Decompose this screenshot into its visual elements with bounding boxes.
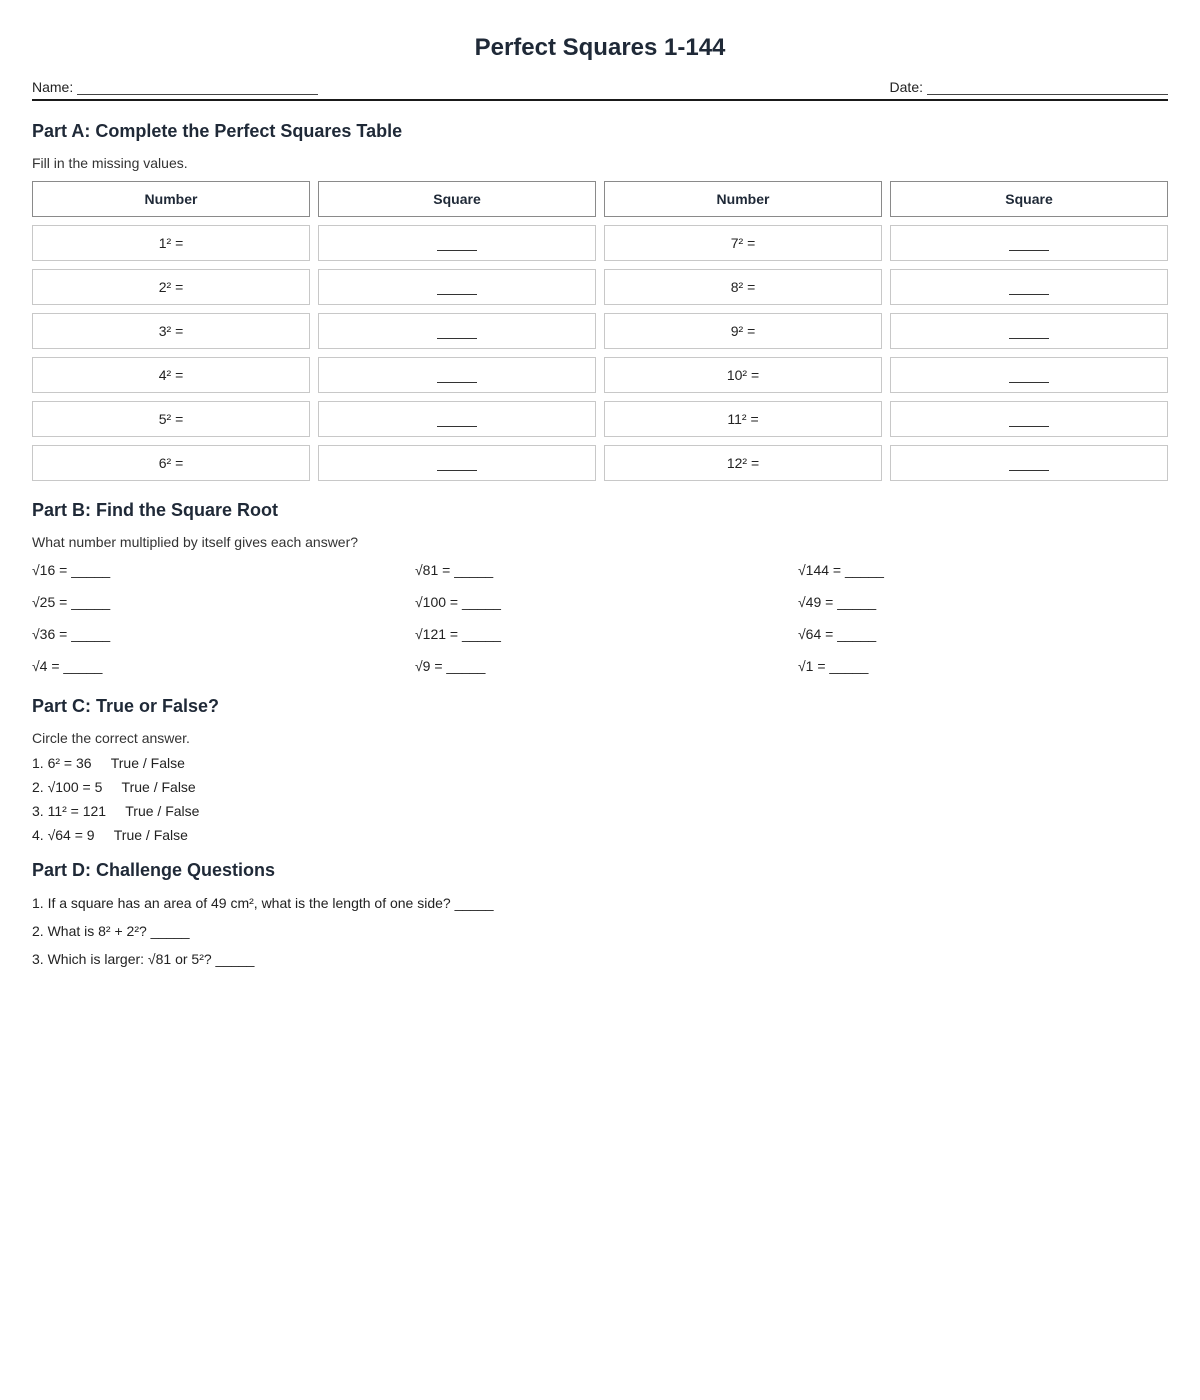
challenge-question[interactable]: 3. Which is larger: √81 or 5²? _____ (32, 951, 255, 967)
date-label: Date: (889, 79, 923, 95)
square-root-item[interactable]: √81 = _____ (415, 562, 494, 578)
number-cell: 12² = (604, 445, 882, 481)
name-label: Name: (32, 79, 74, 95)
square-answer-cell[interactable] (890, 357, 1168, 393)
number-cell: 6² = (32, 445, 310, 481)
square-root-item[interactable]: √121 = _____ (415, 626, 501, 642)
answer-blank (1009, 426, 1049, 427)
answer-blank (437, 338, 477, 339)
square-root-item[interactable]: √49 = _____ (798, 594, 877, 610)
page-title: Perfect Squares 1-144 (474, 34, 726, 61)
true-false-item[interactable]: 2. √100 = 5 True / False (32, 779, 196, 795)
date-field[interactable] (927, 78, 1168, 95)
square-root-item[interactable]: √9 = _____ (415, 658, 486, 674)
square-root-item[interactable]: √4 = _____ (32, 658, 103, 674)
answer-blank (1009, 382, 1049, 383)
part-b-heading: Part B: Find the Square Root (32, 500, 279, 520)
answer-blank (437, 470, 477, 471)
number-cell: 1² = (32, 225, 310, 261)
square-root-item[interactable]: √16 = _____ (32, 562, 111, 578)
number-cell: 5² = (32, 401, 310, 437)
answer-blank (1009, 250, 1049, 251)
square-answer-cell[interactable] (318, 269, 596, 305)
square-answer-cell[interactable] (318, 357, 596, 393)
column-header: Number (604, 181, 882, 217)
square-answer-cell[interactable] (318, 445, 596, 481)
part-a-heading: Part A: Complete the Perfect Squares Table (32, 121, 403, 141)
challenge-question[interactable]: 1. If a square has an area of 49 cm², what is the length of one side? _____ (32, 895, 494, 911)
square-root-item[interactable]: √25 = _____ (32, 594, 111, 610)
number-cell: 8² = (604, 269, 882, 305)
answer-blank (437, 294, 477, 295)
number-cell: 9² = (604, 313, 882, 349)
square-root-item[interactable]: √36 = _____ (32, 626, 111, 642)
square-root-item[interactable]: √1 = _____ (798, 658, 869, 674)
squares-table (32, 181, 1168, 481)
square-root-item[interactable]: √64 = _____ (798, 626, 877, 642)
number-cell: 4² = (32, 357, 310, 393)
challenge-list (32, 889, 1168, 973)
square-answer-cell[interactable] (318, 313, 596, 349)
number-cell: 2² = (32, 269, 310, 305)
answer-blank (1009, 338, 1049, 339)
square-answer-cell[interactable] (890, 269, 1168, 305)
column-header: Number (32, 181, 310, 217)
challenge-question[interactable]: 2. What is 8² + 2²? _____ (32, 923, 190, 939)
number-cell: 7² = (604, 225, 882, 261)
square-answer-cell[interactable] (318, 225, 596, 261)
name-date-row (32, 74, 1168, 101)
part-c-instruction: Circle the correct answer. (32, 730, 190, 746)
name-field[interactable] (77, 78, 318, 95)
square-answer-cell[interactable] (890, 445, 1168, 481)
part-d-heading: Part D: Challenge Questions (32, 860, 276, 880)
answer-blank (437, 426, 477, 427)
square-answer-cell[interactable] (890, 225, 1168, 261)
number-cell: 10² = (604, 357, 882, 393)
part-a-instruction: Fill in the missing values. (32, 155, 188, 171)
number-cell: 3² = (32, 313, 310, 349)
true-false-item[interactable]: 1. 6² = 36 True / False (32, 755, 185, 771)
column-header: Square (890, 181, 1168, 217)
column-header: Square (318, 181, 596, 217)
answer-blank (1009, 294, 1049, 295)
square-root-item[interactable]: √100 = _____ (415, 594, 501, 610)
true-false-list (32, 751, 1168, 847)
worksheet-page (32, 0, 1168, 973)
square-answer-cell[interactable] (890, 401, 1168, 437)
answer-blank (437, 382, 477, 383)
true-false-item[interactable]: 3. 11² = 121 True / False (32, 803, 200, 819)
answer-blank (437, 250, 477, 251)
name-block (32, 78, 318, 95)
answer-blank (1009, 470, 1049, 471)
square-root-item[interactable]: √144 = _____ (798, 562, 884, 578)
date-block (890, 78, 1168, 95)
number-cell: 11² = (604, 401, 882, 437)
part-c-heading: Part C: True or False? (32, 696, 220, 716)
square-root-grid (32, 561, 1168, 675)
true-false-item[interactable]: 4. √64 = 9 True / False (32, 827, 188, 843)
square-answer-cell[interactable] (890, 313, 1168, 349)
square-answer-cell[interactable] (318, 401, 596, 437)
part-b-instruction: What number multiplied by itself gives each answer? (32, 534, 359, 550)
